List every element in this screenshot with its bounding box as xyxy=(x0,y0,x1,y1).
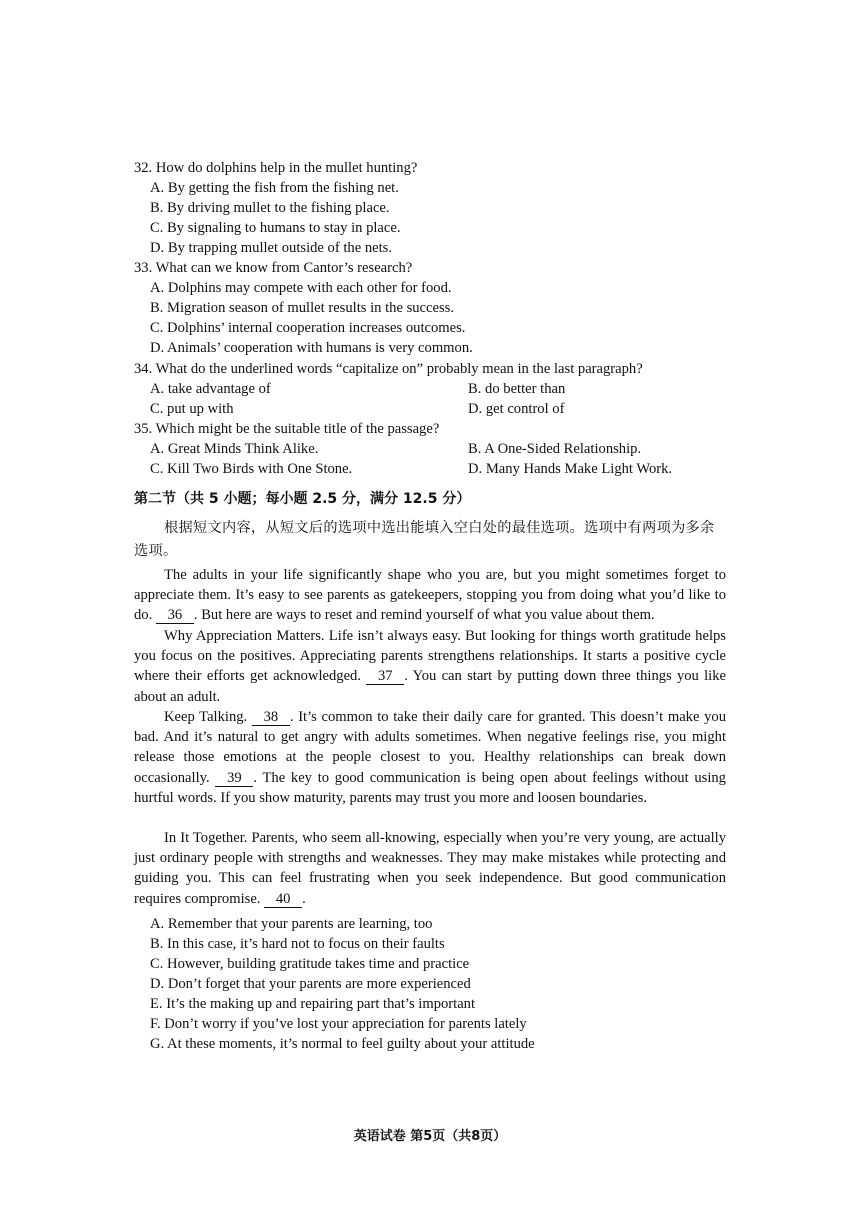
question-35-option-d: D. Many Hands Make Light Work. xyxy=(468,461,673,477)
question-34-option-c: C. put up with xyxy=(150,401,234,417)
question-32-stem: 32. How do dolphins help in the mullet hunting? xyxy=(134,160,418,176)
paragraph-2-text-b: . You can start by putting down three things you like about an adult. xyxy=(134,668,726,705)
choice-f: F. Don’t worry if you’ve lost your appreciation for parents lately xyxy=(150,1016,527,1032)
question-33-option-b: B. Migration season of mullet results in the success. xyxy=(150,300,454,316)
choice-c: C. However, building gratitude takes time and practice xyxy=(150,956,470,972)
passage-paragraph-3 xyxy=(134,707,726,808)
question-32-option-a: A. By getting the fish from the fishing net. xyxy=(150,180,399,196)
question-32-option-b: B. By driving mullet to the fishing place. xyxy=(150,200,390,216)
question-34-stem: 34. What do the underlined words “capitalize on” probably mean in the last paragraph? xyxy=(134,361,643,377)
question-34-option-b: B. do better than xyxy=(468,381,566,397)
choice-g: G. At these moments, it’s normal to feel guilty about your attitude xyxy=(150,1036,535,1052)
passage-paragraph-4 xyxy=(134,828,726,909)
question-35-option-a: A. Great Minds Think Alike. xyxy=(150,441,319,457)
paragraph-3-text-b: . It’s common to take their daily care for granted. This doesn’t make you bad. And it’s natural to get angry with adults sometimes. When negative feelings rise, you might release those emotions at the people closest to you. Healthy relationships can break down occasionally. xyxy=(134,709,726,786)
question-35-stem: 35. Which might be the suitable title of the passage? xyxy=(134,421,440,437)
question-34-option-a: A. take advantage of xyxy=(150,381,271,397)
choice-a: A. Remember that your parents are learning, too xyxy=(150,916,433,932)
blank-40: 40 xyxy=(264,891,302,908)
choice-e: E. It’s the making up and repairing part that’s important xyxy=(150,996,476,1012)
question-35-option-c: C. Kill Two Birds with One Stone. xyxy=(150,461,353,477)
question-34-option-d: D. get control of xyxy=(468,401,565,417)
blank-36: 36 xyxy=(156,607,194,624)
section-2-instruction: 根据短文内容，从短文后的选项中选出能填入空白处的最佳选项。选项中有两项为多余选项。 xyxy=(134,520,715,559)
question-33-option-d: D. Animals’ cooperation with humans is very common. xyxy=(150,340,473,356)
blank-39: 39 xyxy=(215,770,253,787)
paragraph-2-text-a: Why Appreciation Matters. Life isn’t always easy. But looking for things worth gratitude helps you focus on the positives. Appreciating parents strengthens relationships. It starts a positive cycle where their efforts get acknowledged. xyxy=(134,628,726,685)
question-35-option-b: B. A One-Sided Relationship. xyxy=(468,441,642,457)
paragraph-4-text-b: . xyxy=(302,890,306,907)
page-footer: 英语试卷 第5页（共8页） xyxy=(353,1129,507,1144)
question-32-option-d: D. By trapping mullet outside of the nets. xyxy=(150,240,392,256)
choice-b: B. In this case, it’s hard not to focus on their faults xyxy=(150,936,445,952)
paragraph-3-text-c: . The key to good communication is being open about feelings without using hurtful words. If you show maturity, parents may trust you more and loosen boundaries. xyxy=(134,769,726,806)
question-33-option-c: C. Dolphins’ internal cooperation increases outcomes. xyxy=(150,320,466,336)
blank-38: 38 xyxy=(252,709,290,726)
question-33-stem: 33. What can we know from Cantor’s research? xyxy=(134,260,413,276)
question-33-option-a: A. Dolphins may compete with each other for food. xyxy=(150,280,452,296)
question-32-option-c: C. By signaling to humans to stay in place. xyxy=(150,220,401,236)
paragraph-1-text-a: The adults in your life significantly shape who you are, but you might sometimes forget to appreciate them. It’s easy to see parents as gatekeepers, stopping you from doing what you’d like to do. xyxy=(134,567,726,624)
blank-37: 37 xyxy=(366,668,404,685)
passage-paragraph-2 xyxy=(134,626,726,707)
section-2-title: 第二节（共 5 小题；每小题 2.5 分，满分 12.5 分） xyxy=(134,491,471,507)
choice-d: D. Don’t forget that your parents are more experienced xyxy=(150,976,471,992)
paragraph-3-text-a: Keep Talking. xyxy=(164,709,248,725)
paragraph-4-text-a: In It Together. Parents, who seem all-knowing, especially when you’re very young, are actually just ordinary people with strengths and weaknesses. They may make mistakes while protecting and guiding you. This can feel frustrating when you seek independence. But good communication requires compromise. xyxy=(134,830,726,907)
paragraph-1-text-b: . But here are ways to reset and remind yourself of what you value about them. xyxy=(193,607,655,624)
passage-paragraph-1 xyxy=(134,565,726,626)
